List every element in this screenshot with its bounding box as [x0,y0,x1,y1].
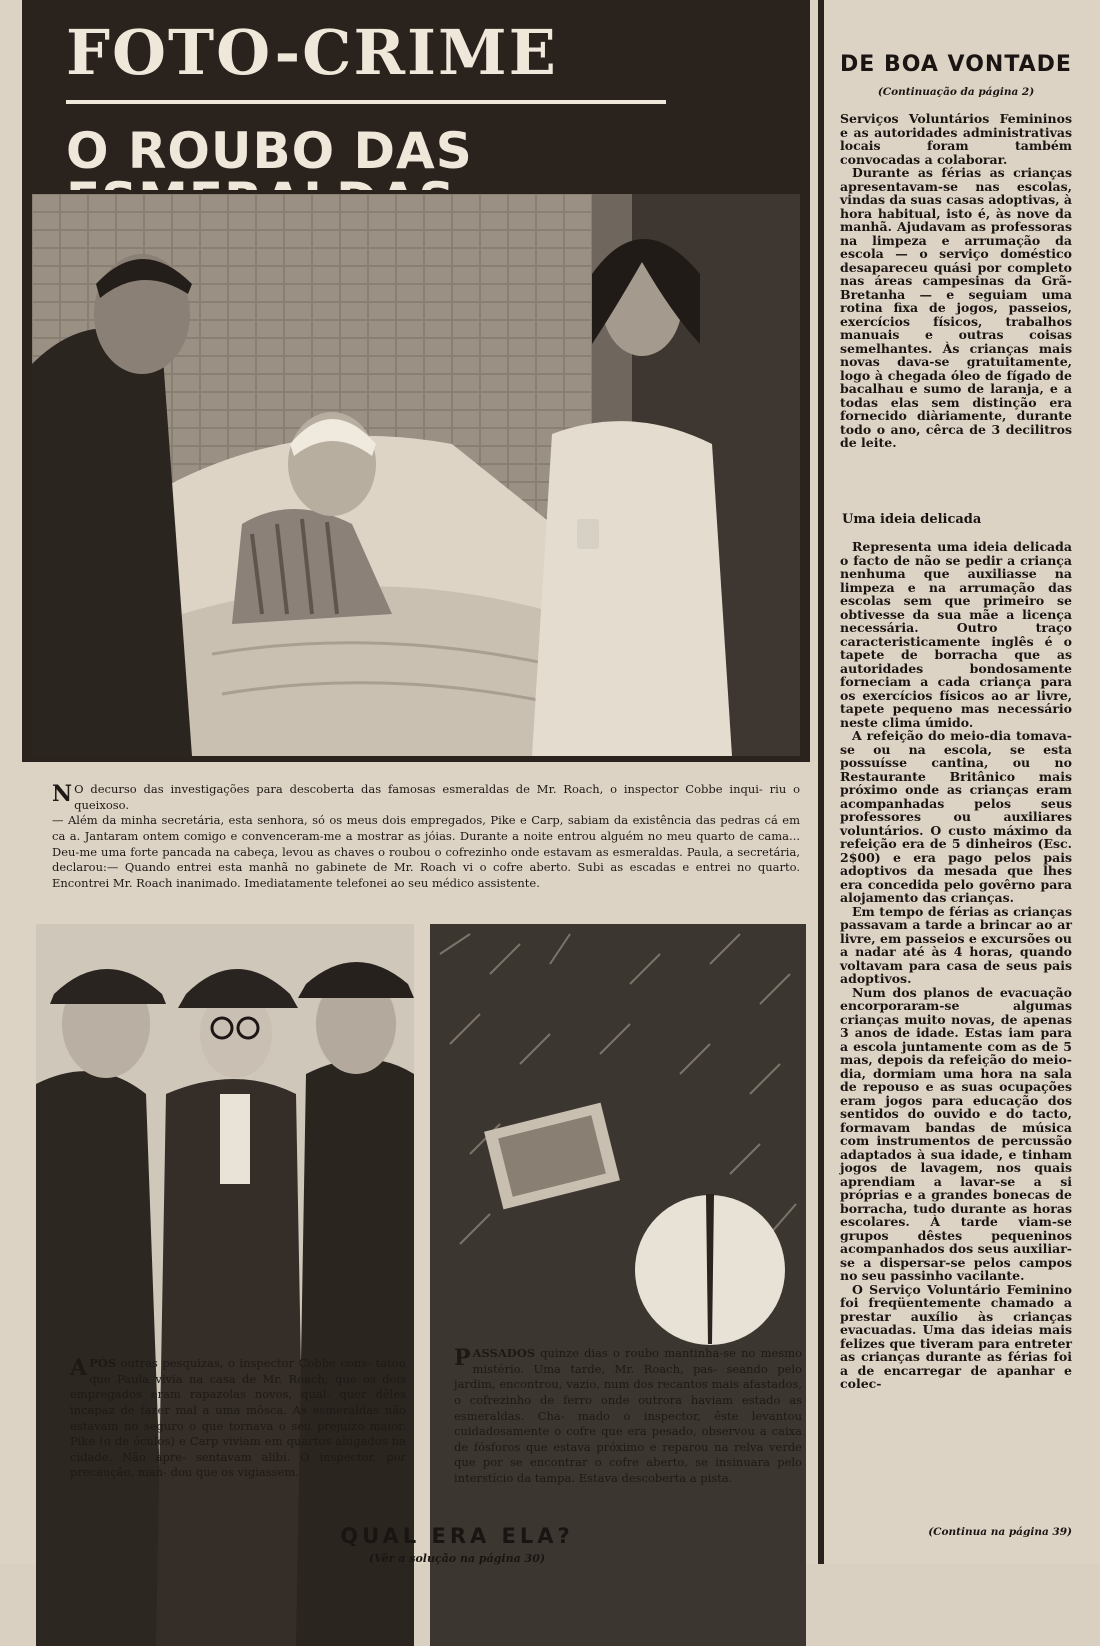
caption-dropcap: N [52,781,73,807]
caption-line: onde estavam as esmeraldas. Paula, a secretária, declarou:— Quando entrei esta manhã no gabinete de Mr. Roach [52,844,800,875]
photo-bedside-scene [32,194,800,756]
sidebar-paragraph: A refeição do meio-dia tomava-se ou na escola, se esta possuísse cantina, ou no Restaurante Britânico mais próximo onde as crianças eram acompanhadas pelos seus professores ou auxiliares voluntários. O custo máximo da refeição era de 5 dinheiros (Esc. 2$00) e era pago pelos pais adoptivos da mesada que lhes era concedida pelo govêrno para alojamento das crianças. [840,728,1072,905]
caption-line: o seu prejuízo maior. Pike (o de óculos) e Carp [70,1418,407,1449]
caption-line: recantos mais afastados, o cofrezinho de ferro [454,1377,803,1407]
caption-line: viviam em quartos alugados na cidade. Não apre- [70,1434,406,1464]
right-column [836,0,1076,1564]
caption-line: vi o cofre aberto. Subi as escadas e entrei no quarto. Encontrei Mr. Roach inanimado. Imediatamente telefonei [52,860,801,890]
caption-line: interstício da tampa. Estava descoberta a pista. [454,1471,733,1485]
caption-suspects [70,1356,406,1481]
sidebar-paragraph: O Serviço Voluntário Feminino foi freqüentemente chamado a prestar auxílio às crianças evacuadas. Uma das ideias mais felizes que tiveram para entreter as crianças durante as férias foi a de encarregar de apanhar e colec- [840,1281,1072,1391]
sidebar-paragraph: Serviços Voluntários Femininos e as autoridades administrativas locais foram também convocadas a colaborar. [840,111,1072,167]
caption-line: que os dois empregados eram rapazolas novos, qual- [70,1371,407,1402]
caption-clue [454,1346,802,1487]
caption-line: cofre que era pesado, observou a caixa de fósforos [454,1424,802,1454]
sidebar-paragraph: Durante as férias as crianças apresentavam-se nas escolas, vindas da suas casas adoptivas, à hora habitual, isto é, às nove da manhã. Ajudavam as professoras na limpeza e arrumação da escola — o serviço doméstico desapareceu quási por completo nas áreas campesinas da Grã-Bretanha — e seguiam uma rotina fixa de jogos, passeios, exercícios físicos, trabalhos manuais e outras coisas semelhantes. Às crianças mais novas dava-se gratuitamente, logo à chegada óleo de fígado de bacalhau e sumo de laranja, e a todas elas sem distinção era fornecido diàriamente, durante todo o ano, cêrca de 3 decilitros de leite. [840,165,1073,450]
caption-line: por se encontrar o cofre aberto, se insinuara pelo [482,1455,803,1470]
caption-lead: ASSADOS [472,1346,536,1360]
left-column [22,0,810,1564]
caption-line: mado o inspector, êste levantou cuidadosamente o [454,1408,803,1439]
caption-line: ao seu médico assistente. [390,875,540,890]
sidebar-text-part-b [840,540,1072,1391]
caption-line: outras pesquizas, o inspector Cobbe cons- [116,1356,371,1370]
caption-line: quinze dias o roubo mantinha-se no [535,1346,756,1360]
sidebar-subhead: Uma ideia delicada [842,512,982,527]
solution-note: (Vêr a solução na página 30) [368,1552,546,1565]
caption-dropcap: A [70,1355,88,1381]
caption-line: — Além da minha secretária, esta senhora, só os meus dois empregados, Pike e Carp, sabiam da existência [52,813,692,828]
caption-investigation [52,782,800,891]
caption-line: das pedras cá em ca a. Jantaram ontem comigo e convenceram-me a mostrar as jóias. Durante a noite entrou [52,813,800,843]
caption-line: mesmo mistério. Uma tarde, Mr. Roach, pas- [472,1346,803,1376]
puzzle-question: QUAL ERA ELA? [340,1524,574,1548]
sidebar-end-note: (Continua na página 39) [928,1526,1072,1538]
page-subtitle: O ROUBO DAS [66,122,473,180]
header-banner [22,0,810,190]
caption-lead: PÓS [89,1356,117,1370]
sidebar-paragraph: Representa uma ideia delicada o facto de não se pedir a criança nenhuma que auxiliasse na limpeza e na arrumação das escolas sem que primeiro se obtivesse da sua mãe a licença necessária. Outro traço caracteristicamente inglês é o tapete de borracha que as autoridades bondosamente forneciam a cada criança para os exercícios físicos ao ar livre, tapete pequeno mas necessário neste clima úmido. [840,539,1072,730]
photo-bedside-illustration [32,194,800,756]
caption-line: O decurso das investigações para descoberta das famosas esmeraldas de Mr. Roach, o inspector Cobbe inqui- [74,782,763,796]
caption-line: seando pelo jardim, encontrou, vazio, num dos [454,1361,802,1392]
top-photo-frame [22,190,810,762]
caption-line: onde outrora haviam estado as esmeraldas. Cha- [454,1392,802,1423]
caption-line: esmeraldas não estavam no seguro o que tornava [70,1402,406,1433]
column-divider [818,0,824,1564]
sidebar-paragraph: Em tempo de férias as crianças passavam a tarde a brincar ao ar livre, em passeios e excursões ou a nadar até às 4 horas, quando voltavam para casa de seus pais adoptivos. [840,903,1073,986]
caption-line: dou que os vigiassem. [170,1465,299,1480]
sidebar-paragraph: Num dos planos de evacuação encorporaram-se algumas crianças muito novas, de apenas 3 anos de idade. Estas iam para a escola juntamente com as de 5 mas, depois da refeição do meio-dia, dormiam uma hora na sala de repouso e as suas ocupações eram jogos para educação dos sentidos do ouvido e do tacto, formavam bandas de música com instrumentos de percussão adaptados à sua idade, e tinham jogos de lavagem, nos quais aprendiam a lavar-se a si próprias e a grandes bonecas de borracha, tudo durante as horas escolares. À tarde viam-se grupos dêstes pequeninos acompanhados dos seus auxiliar-se a dispersar-se pelos campos no seu passinho vacilante. [840,984,1072,1283]
caption-dropcap: P [454,1345,471,1371]
caption-line: sentavam alibi. O inspector, por precaução, man- [70,1449,406,1480]
sidebar-text-part-a [840,112,1072,450]
caption-line: riu o queixoso. [74,782,801,812]
caption-line: que estava próximo e reparou na relva verde que [454,1439,802,1470]
sidebar-continuation: (Continuação da página 2) [877,86,1035,98]
title-underline [66,100,666,104]
caption-line: quer dêles incapaz de fazer mal a uma môsca. As [70,1387,407,1417]
sidebar-title: DE BOA VONTADE [840,52,1072,77]
page-title: FOTO-CRIME [66,16,558,89]
caption-line: alguém no meu quarto de cama... Deu-me uma forte pancada na cabeça, levou as chaves o roubou o cofrezinho [52,828,801,859]
caption-line: tatou que Paula vivia na casa de Mr. Roach; [89,1356,406,1386]
